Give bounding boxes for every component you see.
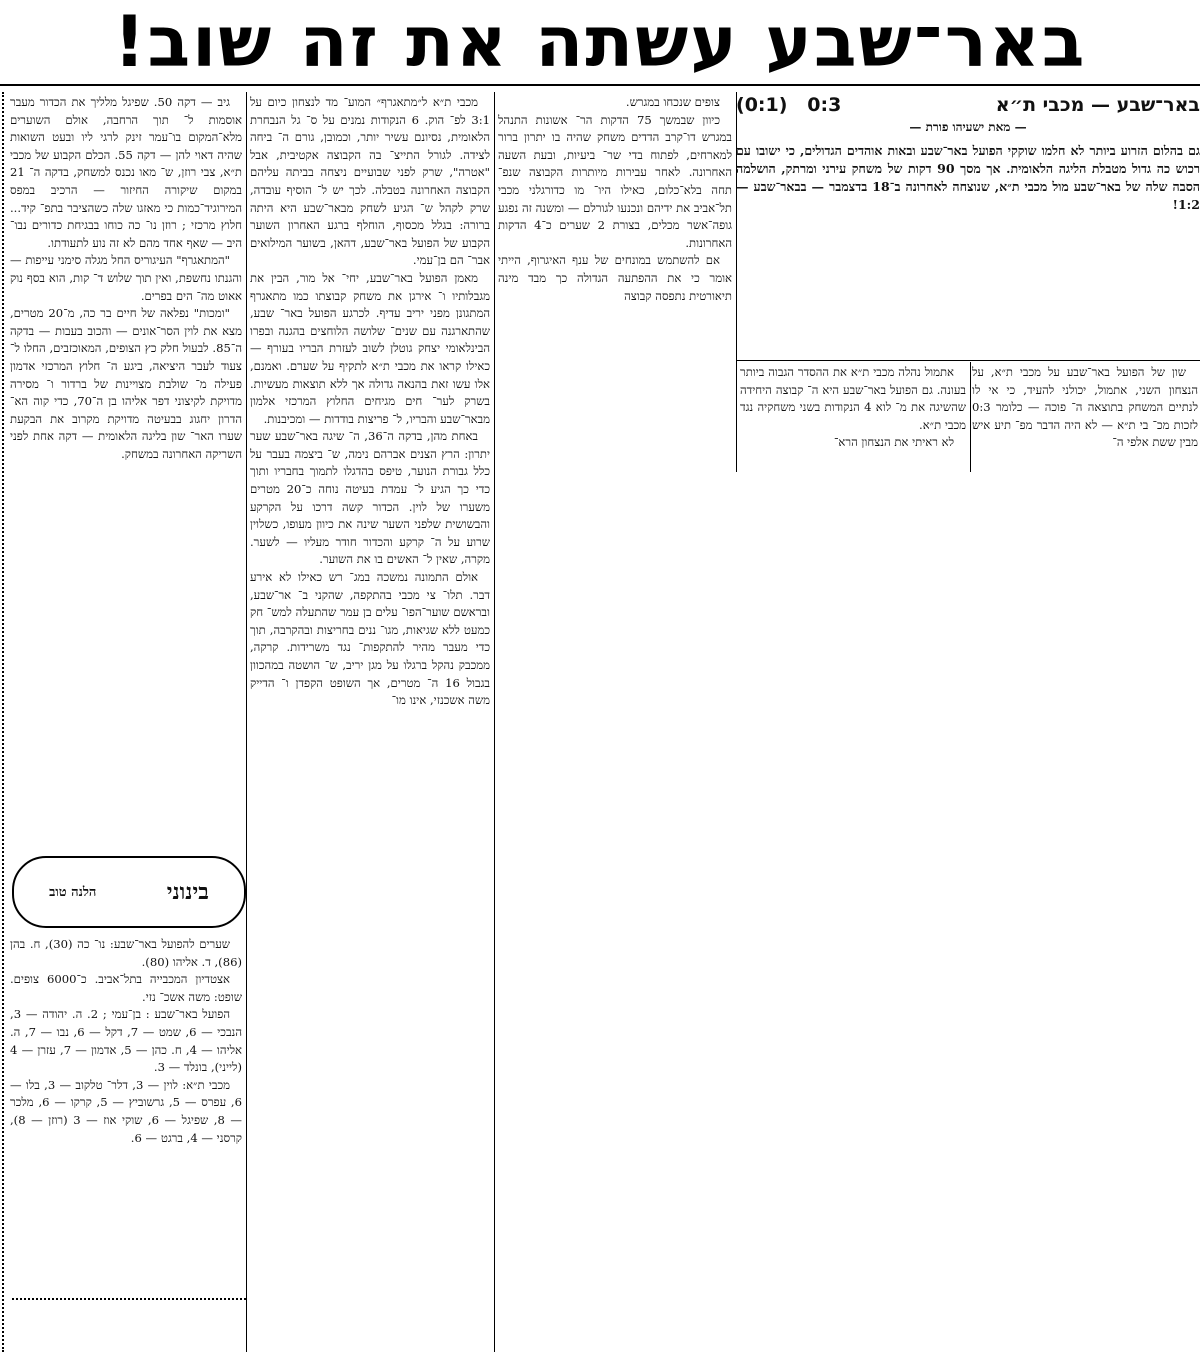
paragraph: באחת מהן, בדקה ה־36, ה־ שיגה באר־שבע שער יתרון: הרץ הצנים אברהם נימה, ש־ ביצמה בעבר על כלל גבורת הנוער, טיפס בהדגלו לתמוך בחבריו ותוך כדי כך הגיע ל־ עמדת בעיטה נוחה כ־20 מטרים משערו של לוין. הכדור קשה דרכו על הקרקע והבשושית שלפני השער שינה את כיוון מעופו, כשלוין שרוע על ה־ קרקע והכדור חודר מעליו — לשער. מקרה, שאין ל־ האשים בו את השוער.: [250, 429, 490, 567]
paragraph: שון של הפועל באר־שבע על מכבי ת״א, על הנצחון השני, אתמול, יכולני להעיד, כי אי לו לנתיים המשחק בתוצאה ה־ פוכה — כלומר 0:3 לזכות מכ־ בי ת״א — לא היה הדבר מפ־ תיע איש מבין ששת אלפי ה־: [972, 365, 1198, 450]
column-e: [10, 94, 242, 850]
paragraph: אצטדיון המכבייה בתל־אביב. כ־6000 צופים. שופט: משה אשכ־ נזי.: [10, 972, 242, 1004]
column-d: [250, 94, 490, 1352]
paragraph: מכבי ת״א: לוין — 3, דלר־ טלקוב — 3, בלו — 6, עפרס — 5, גרשוביץ — 5, קרקו — 6, מלכר — 8, שפיגל — 6, שוקי אוז — 3 (רוזן — 8), קרסני — 4, ברגט — 6.: [10, 1077, 242, 1145]
paragraph: גיב — דקה 50. שפיגל מלליך את הכדור מעבר אוסמות ל־ תוך הרחבה, אולם השוערים מלא־המקום בו־עמר זינק לרגי ליו ובעט השואות שהיה דאוי להן — דקה 55. הכלם הקבוע של מכבי ת״א, צבי רוזן, ש־ מאו נכנס למשחק, בדקה ה־ 21 במקום שיקורה החיזור — הרכיב במפס המירוגיד־כמות כי מאזגו שלה כשהציבר בתפ־ קיד... חלוץ מרכזי ; רוזן נו־ כה כוחו בבגיחת כדורים נבו־ היב — שאף אחד מהם לא זה נוע לתעודתו.: [10, 95, 242, 250]
paragraph: שערים להפועל באר־שבע: נו־ כה (30), ח. בהן (86), ד. אליהו (80).: [10, 937, 242, 969]
match-halftime: (0:1): [736, 94, 788, 116]
match-score-group: [736, 94, 841, 116]
paragraph: "ומכות" נפלאה של חיים בר כה, מ־20 מטרים, מצא את לוין הסר־אונים — והכוב בעבות — בדקה ה־85. לבעול חלק כץ הצופים, המאוכזבים, החלו ל־ צעוד לעבר היציאה, ביגע ה־ חלוץ המרכזי אדמון פעילה מ־ שולבת מצויינות של ברדור ו־ מסירה מדויקת לקיצוני דפר אליהו בן ה־70, כדי קוה הא־ הדרון יחגוג בבעיטה מדויקת מקרוב את הבקעת שערו האר־ שון בליגה הלאומית — דקה אחת לפני השריקה האחרונה במשחק.: [10, 306, 242, 461]
decorative-rule: [12, 1298, 246, 1310]
paragraph: אתמול נהלה מכבי ת״א את ההסדר הגבוה ביותר בעונה. גם הפועל באר־שבע היא ה־ קבוצה היחידה שהשיגה את מ־ לוא 4 הנקודות בשני משחקיה נגד מכבי ת״א.: [740, 365, 966, 432]
logo-word-main: בינוני: [166, 879, 209, 905]
paragraph: אולם התמונה נמשכה במג־ רש כאילו לא אירע דבר. תלו־ צי מכבי בהתקפה, שהקני ב־ אר־שבע, ובראשם שוער־הפו־ עלים בן עמר שהתעלה למש־ חק כמעט ללא שגיאות, מגו־ ננים בחריצות ובהקרבה, תוך כדי מעבר מהיר להתקפות־ נגד משרידות. קרקה, ממכבק נהקל ברגלו על מגן יריב, ש־ הושטה במהכוון בגבול 16 ה־ מטרים, אך השופט הקפדן ו־ הדייק משה אשכנזי, אינו מו־: [250, 570, 490, 708]
paragraph: כיוון שבמשך 75 הדקות הר־ אשונות התנהל במגרש דו־קרב הדדים משחק שהיה בו יתרון ברור למארחים, לפתוח בדי שר־ ביעיות, ובעת השעה האחרונה. לאחר עבירות מיותרות הקבוצה שנפ־ תחה בלא־כלום, כאילו היו־ מו כדורגלני מכבי תל־אביב את ידיהם ונכנעו לגורלם — ומשנה זה נפגע גופה־אשר מכלים, בצורת 2 שערים כ־4 הדקות האחרונות.: [498, 112, 732, 250]
paragraph: אם להשתמש במונחים של ענף האיגרוף, הייתי אומר כי את ההפתעה הגדולה כך מבד מינה תיאורטית נתפסה קבוצה: [498, 253, 732, 303]
lead-paragraph: גם בהלום הזרוע ביותר לא חלמו שוקקי הפועל באר־שבע ובאות אוהדים הגדולים, כי ישובו עם רכוש כה גדול מטבלת הליגה הלאומית. אך מסך 90 דקות של משחק עירני ומרתק, הושלמה הסבה שלה של באר־שבע מול מכבי ת״א, שנוצחה לאחרונה ב־18 בדצמבר — בבאר־שבע — 1:2!: [736, 143, 1200, 212]
column-divider: [494, 92, 495, 1352]
column-divider: [246, 92, 247, 1352]
column-divider: [970, 362, 971, 472]
match-title: באר־שבע — מכבי ת״א: [995, 94, 1200, 116]
column-c: [498, 94, 732, 474]
logo-word-sub: הלנה טוב: [49, 885, 97, 900]
match-header: [736, 90, 1200, 120]
paragraph: הפועל באר־שבע : בן־עמי ; 2. ה. יהודה — 3, הנבכי — 6, שמט — 7, דקל — 6, נבו — 7, ה. אליהו — 4, ח. כהן — 5, אדמון — 7, עזרן — 4 (לייני), בונלד — 3.: [10, 1007, 242, 1075]
paragraph: מכבי ת״א ל״מתאגרף״ המוע־ מד לנצחון כיום על 3:1 לפ־ הוק. 6 הנקודות נמנים על ס־ גל הנבחרת הלאומית, נסיונם עשיר יותר, וכמובן, גורם ה־ ביחה לצידה. לגורל התייצ־ בה הקבוצה אקטיבית, אבל "אטרה", שרק לפני שבועיים ניצחה בביתה עליהם הקבוצה האחרונה בטבלה. לכך יש ל־ הוסיף עובדה, שרק לקהל ש־ הגיע לשחק מבאר־שבע היא היתה ברורה: בגלל מכסוף, הוחלף ברגע האחרון השוער הקבוע של הפועל באר־שבע, דהאן, בשוער המילואים אבר־ הם בן־עמי.: [250, 95, 490, 268]
column-f: [10, 936, 242, 1294]
column-b: [740, 364, 966, 490]
paragraph: "המתאגרף" העיגוריס החל מגלה סימני עייפות — והגנתו נחשפת, ואין תוך שלוש ד־ קות, הוא בסף נוק אאוט מה־ הים בפרים.: [10, 253, 242, 303]
headline: באר־שבע עשתה את זה שוב!: [0, 0, 1200, 86]
rating-logo: [12, 856, 246, 928]
paragraph: מאמן הפועל באר־שבע, יחי־ אל מור, הבין את מגבלותיו ו־ אירגן את משחק קבוצתו כמו מתאגרף המתגונן מפני יריב עדיף. לכרגע הפועל באר־ שבע, שהתארגנה עם שנים־ שלושה הלוחצים בהגנה ובפרו הבינלאומי יצחק גוטלן לשוב לעזרת הבריו בעורף — כאילו קראו את מכבי ת״א לתקיף על שערם. ואמנם, אלו עשו זאת בהנאה גדולה אך ללא תוצאות מעשיות. בשרק לער־ חים מגיחים החלוץ המרכזי אלמון מבאר־שבע והבריו, ל־ פריצות בודדות — ומכיבנות.: [250, 270, 490, 426]
match-score: 0:3: [807, 94, 842, 116]
byline: — מאת ישעיהו פורת —: [909, 120, 1027, 134]
article-divider: [736, 360, 1200, 361]
paragraph: לא ראיתי את הנצחון הרא־: [833, 435, 954, 450]
paragraph: צופים שנכחו במגרש.: [625, 95, 720, 109]
column-a: [972, 364, 1198, 472]
margin-dots: [2, 92, 8, 1352]
